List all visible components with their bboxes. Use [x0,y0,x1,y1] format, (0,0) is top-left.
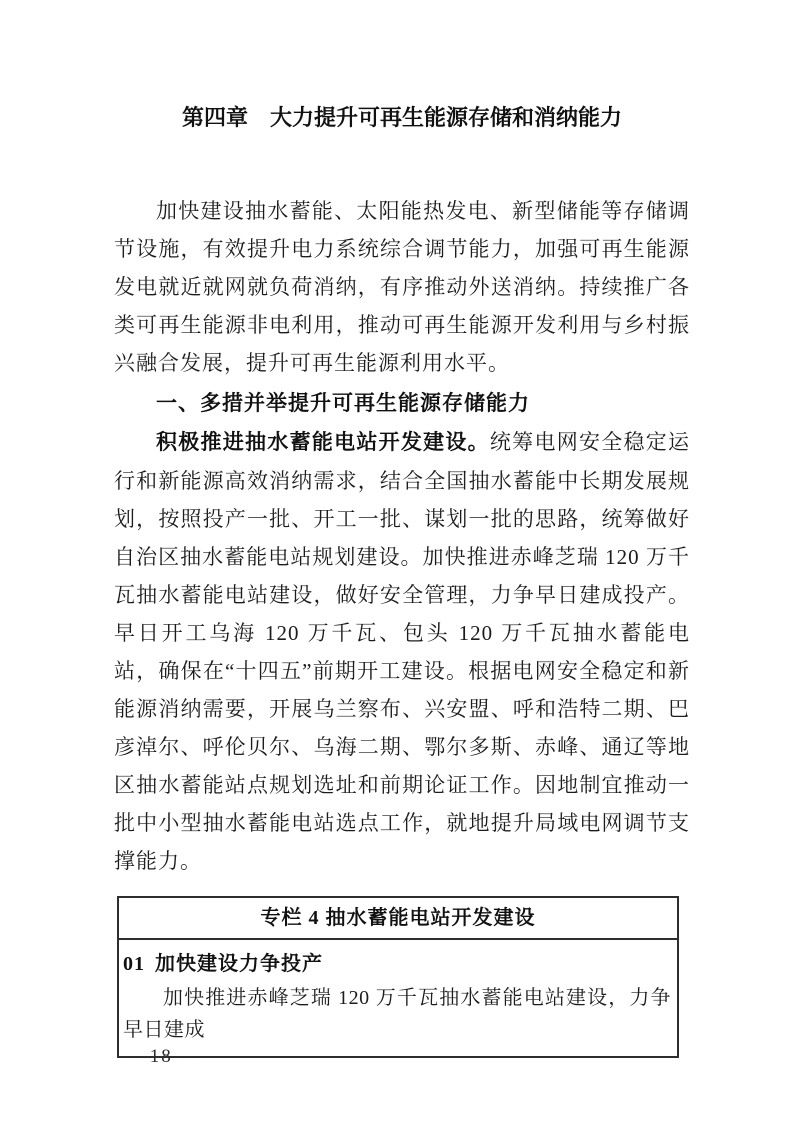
feature-box-title: 专栏 4 抽水蓄能电站开发建设 [119,898,677,940]
feature-item-heading [123,948,671,980]
chapter-title: 第四章 大力提升可再生能源存储和消纳能力 [181,105,622,130]
feature-box-body [119,940,677,1056]
feature-item-text: 加快推进赤峰芝瑞 120 万千瓦抽水蓄能电站建设，力争早日建成 [123,987,671,1041]
feature-item-title: 加快建设力争投产 [155,953,323,975]
content-area [114,100,690,1058]
feature-box-column4 [117,896,679,1058]
section-heading-1: 一、多措并举提升可再生能源存储能力 [156,392,530,415]
paragraph-pumped-storage [114,423,690,880]
paragraph-pumped-storage-lead: 积极推进抽水蓄能电站开发建设。 [156,431,490,454]
feature-item-number: 01 [123,953,145,975]
page-number: — 18 — [122,1046,201,1067]
paragraph-pumped-storage-text: 统筹电网安全稳定运行和新能源高效消纳需求，结合全国抽水蓄能中长期发展规划，按照投产一批、开工一批、谋划一批的思路，统筹做好自治区抽水蓄能电站规划建设。加快推进赤峰芝瑞 120 万千瓦抽水蓄能电站建设，做好安全管理，力争早日建成投产。早日开工乌海 120 万千瓦、包头 120 万千瓦抽水蓄能电站，确保在“十四五”前期开工建设。根据电网安全稳定和新能源消纳需要，开展乌兰察布、兴安盟、呼和浩特二期、巴彦淖尔、呼伦贝尔、乌海二期、鄂尔多斯、赤峰、通辽等地区抽水蓄能站点规划选址和前期论证工作。因地制宜推动一批中小型抽水蓄能电站选点工作，就地提升局域电网调节支撑能力。 [114,430,691,873]
paragraph-intro: 加快建设抽水蓄能、太阳能热发电、新型储能等存储调节设施，有效提升电力系统综合调节能力，加强可再生能源发电就近就网就负荷消纳，有序推动外送消纳。持续推广各类可再生能源非电利用，推动可再生能源开发利用与乡村振兴融合发展，提升可再生能源利用水平。 [114,199,690,375]
